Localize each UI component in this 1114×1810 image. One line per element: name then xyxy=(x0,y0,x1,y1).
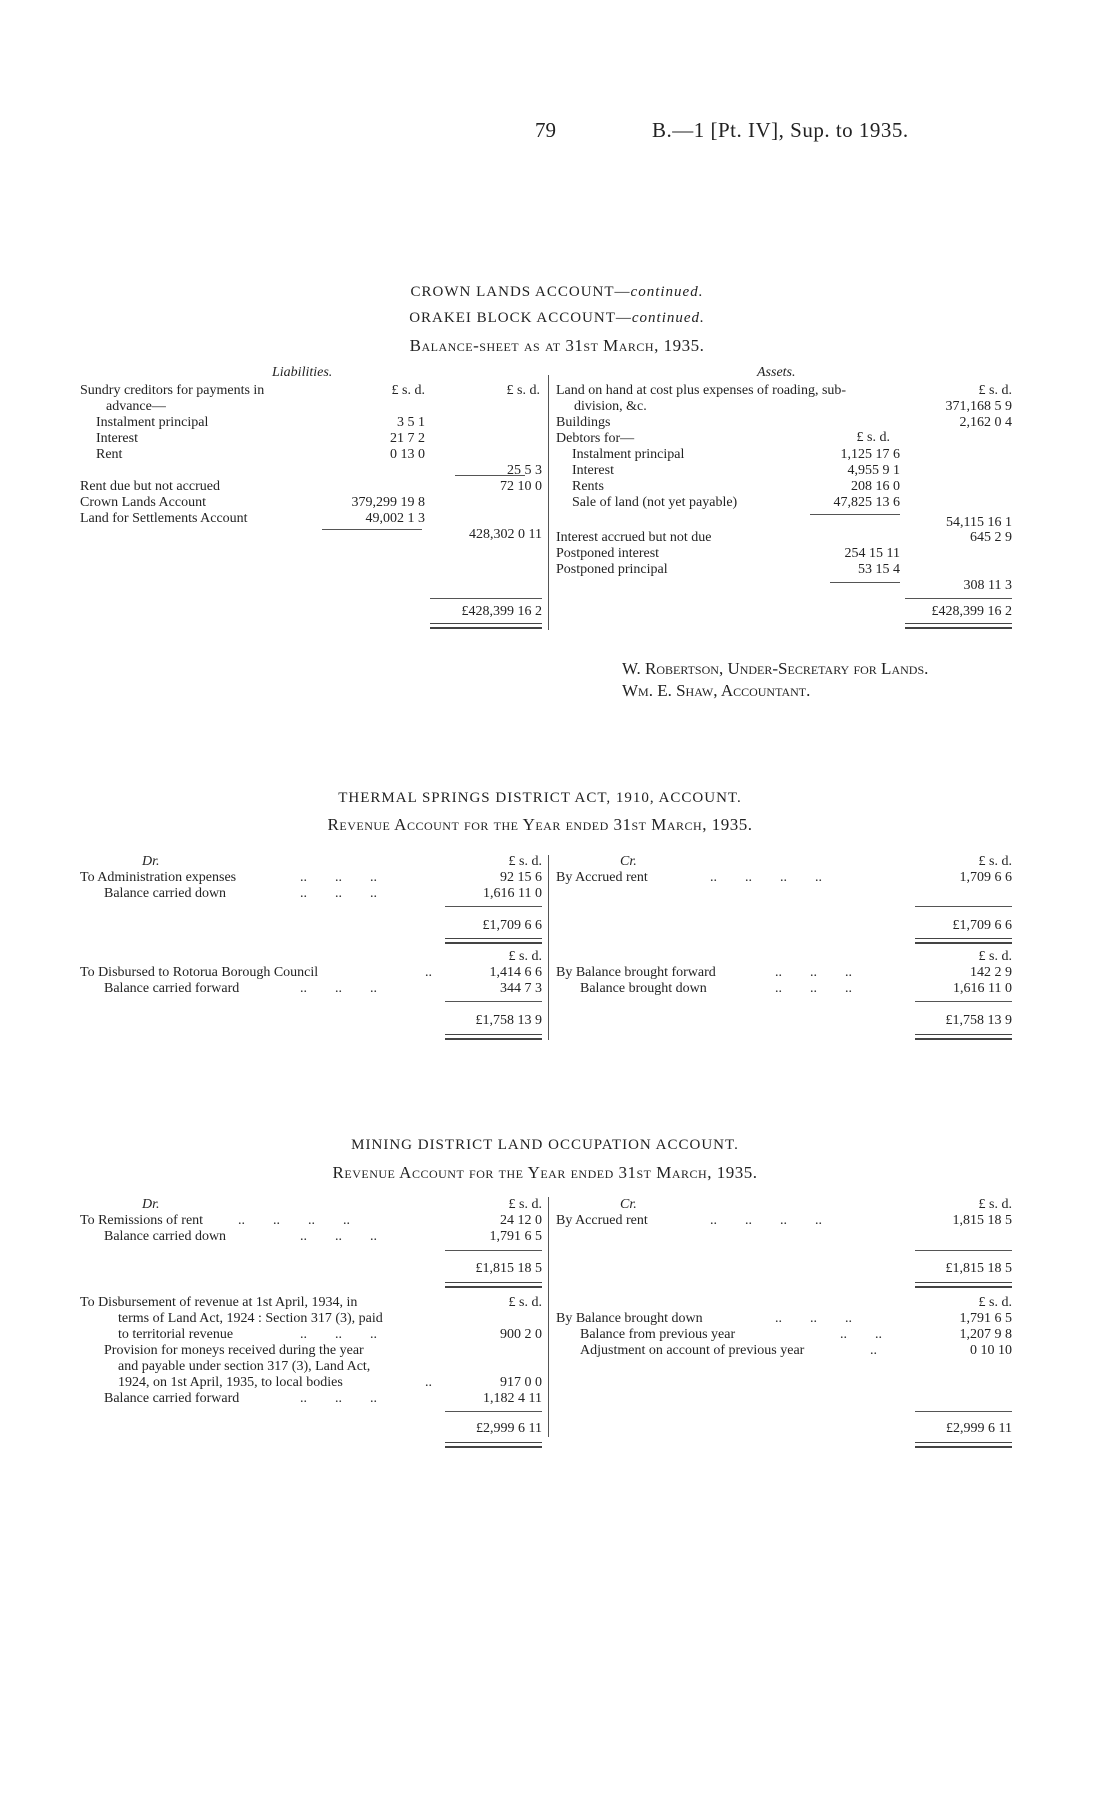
document-reference: B.—1 [Pt. IV], Sup. to 1935. xyxy=(652,118,909,142)
signature-accountant: Wm. E. Shaw, Accountant. xyxy=(622,681,811,700)
mining-leader-8: .. .. xyxy=(840,1327,882,1342)
liab-grand-total: £428,399 16 2 xyxy=(461,604,542,619)
mining-dr-total-2: £2,999 6 11 xyxy=(476,1421,542,1436)
mining-dr-total-1: £1,815 18 5 xyxy=(475,1261,542,1276)
asset-debtors-total: 54,115 16 1 xyxy=(946,515,1012,530)
asset-postponed-principal: Postponed principal xyxy=(556,562,668,577)
section-title-crown-lands: CROWN LANDS ACCOUNT—continued. xyxy=(410,284,704,300)
asset-instalment-principal: Instalment principal xyxy=(572,447,685,462)
mining-previous-year-value: 1,207 9 8 xyxy=(959,1327,1012,1342)
thermal-leader-1: .. .. .. xyxy=(300,870,377,885)
thermal-dr-total-1: £1,709 6 6 xyxy=(482,918,542,933)
thermal-rotorua-value: 1,414 6 6 xyxy=(489,965,542,980)
asset-total-double-rule xyxy=(905,623,1012,629)
thermal-admin-value: 92 15 6 xyxy=(500,870,542,885)
mining-adjustment: Adjustment on account of previous year xyxy=(580,1343,805,1358)
asset-grand-total: £428,399 16 2 xyxy=(931,604,1012,619)
mining-divider xyxy=(548,1197,549,1437)
thermal-brought-down: Balance brought down xyxy=(580,981,707,996)
thermal-dr-lsd-2: £ s. d. xyxy=(508,949,542,964)
liab-advance: advance— xyxy=(106,399,166,414)
thermal-accrued-rent: By Accrued rent xyxy=(556,870,648,885)
liab-rent: Rent xyxy=(96,447,123,462)
mining-remissions-value: 24 12 0 xyxy=(500,1213,542,1228)
thermal-balance-down: Balance carried down xyxy=(104,886,227,901)
mining-leader-7: .. .. .. xyxy=(775,1311,852,1326)
mining-cr-rule-1 xyxy=(915,1250,1012,1251)
asset-rents-value: 208 16 0 xyxy=(851,479,900,494)
thermal-cr-dbl-1 xyxy=(915,938,1012,944)
mining-previous-year: Balance from previous year xyxy=(580,1327,736,1342)
liab-interest-value: 21 7 2 xyxy=(390,431,425,446)
mining-disbursement-2: terms of Land Act, 1924 : Section 317 (3), paid xyxy=(118,1311,383,1326)
liab-instalment-principal-value: 3 5 1 xyxy=(397,415,425,430)
thermal-brought-forward: By Balance brought forward xyxy=(556,965,716,980)
thermal-accrued-rent-value: 1,709 6 6 xyxy=(959,870,1012,885)
mining-leader-3: .. .. .. .. xyxy=(710,1213,822,1228)
liab-rent-due: Rent due but not accrued xyxy=(80,479,220,494)
mining-cr: Cr. xyxy=(620,1197,637,1212)
mining-accrued-rent: By Accrued rent xyxy=(556,1213,648,1228)
mining-leader-1: .. .. .. .. xyxy=(238,1213,350,1228)
thermal-balance-forward-value: 344 7 3 xyxy=(500,981,542,996)
mining-dr-dbl-2 xyxy=(445,1442,542,1448)
mining-cr-total-2: £2,999 6 11 xyxy=(946,1421,1012,1436)
mining-accrued-rent-value: 1,815 18 5 xyxy=(952,1213,1012,1228)
balance-sheet-divider xyxy=(548,375,549,630)
asset-debtors: Debtors for— xyxy=(556,431,635,446)
liab-inner-lsd: £ s. d. xyxy=(391,383,425,398)
mining-balance-down: Balance carried down xyxy=(104,1229,227,1244)
balance-sheet-title: Balance-sheet as at 31st March, 1935. xyxy=(409,336,705,355)
asset-outer-lsd: £ s. d. xyxy=(978,383,1012,398)
asset-subdivision: division, &c. xyxy=(574,399,647,414)
asset-postponed-rule xyxy=(830,582,900,583)
mining-leader-5: .. xyxy=(425,1375,432,1390)
liab-total-double-rule xyxy=(430,623,542,629)
liab-combined-total: 428,302 0 11 xyxy=(469,527,542,542)
asset-inner-lsd: £ s. d. xyxy=(856,430,890,445)
asset-total-rule xyxy=(905,598,1012,599)
thermal-dr-dbl-2 xyxy=(445,1034,542,1040)
mining-disbursement-value: 900 2 0 xyxy=(500,1327,542,1342)
mining-balance-forward-value: 1,182 4 11 xyxy=(483,1391,542,1406)
mining-cr-lsd-2: £ s. d. xyxy=(978,1295,1012,1310)
mining-leader-9: .. xyxy=(870,1343,877,1358)
mining-cr-rule-2 xyxy=(915,1411,1012,1412)
mining-remissions: To Remissions of rent xyxy=(80,1213,204,1228)
thermal-balance-down-value: 1,616 11 0 xyxy=(483,886,542,901)
thermal-admin-expenses: To Administration expenses xyxy=(80,870,237,885)
thermal-leader-5: .. .. .. xyxy=(300,981,377,996)
mining-cr-total-1: £1,815 18 5 xyxy=(945,1261,1012,1276)
mining-title: MINING DISTRICT LAND OCCUPATION ACCOUNT. xyxy=(351,1137,739,1153)
thermal-brought-forward-value: 142 2 9 xyxy=(970,965,1012,980)
thermal-cr-lsd: £ s. d. xyxy=(978,854,1012,869)
thermal-leader-6: .. .. .. xyxy=(775,965,852,980)
asset-interest: Interest xyxy=(572,463,614,478)
page-number: 79 xyxy=(535,118,556,142)
thermal-dr: Dr. xyxy=(142,854,160,869)
mining-cr-dbl-2 xyxy=(915,1442,1012,1448)
mining-provision-3: 1924, on 1st April, 1935, to local bodies xyxy=(118,1375,343,1390)
liab-instalment-principal: Instalment principal xyxy=(96,415,209,430)
thermal-brought-down-value: 1,616 11 0 xyxy=(953,981,1012,996)
liab-advance-total: 25 5 3 xyxy=(507,463,542,478)
asset-land-value: 371,168 5 9 xyxy=(945,399,1012,414)
asset-buildings: Buildings xyxy=(556,415,611,430)
thermal-divider xyxy=(548,855,549,1040)
mining-dr-dbl-1 xyxy=(445,1282,542,1288)
thermal-title: THERMAL SPRINGS DISTRICT ACT, 1910, ACCOUNT. xyxy=(338,790,742,806)
mining-cr-dbl-1 xyxy=(915,1282,1012,1288)
thermal-leader-2: .. .. .. xyxy=(300,886,377,901)
asset-rents: Rents xyxy=(572,479,604,494)
mining-dr: Dr. xyxy=(142,1197,160,1212)
asset-debtors-rule xyxy=(810,514,900,515)
mining-dr-rule-1 xyxy=(445,1250,542,1251)
mining-dr-rule-2 xyxy=(445,1411,542,1412)
mining-disbursement-1: To Disbursement of revenue at 1st April, 1934, in xyxy=(80,1295,358,1310)
asset-interest-value: 4,955 9 1 xyxy=(847,463,900,478)
thermal-rotorua: To Disbursed to Rotorua Borough Council xyxy=(80,965,319,980)
assets-heading: Assets. xyxy=(757,365,796,380)
mining-brought-down: By Balance brought down xyxy=(556,1311,703,1326)
thermal-leader-4: .. xyxy=(425,965,432,980)
liab-settlements-rule xyxy=(322,529,422,530)
mining-provision-value: 917 0 0 xyxy=(500,1375,542,1390)
liabilities-heading: Liabilities. xyxy=(272,365,333,380)
asset-instalment-value: 1,125 17 6 xyxy=(840,447,900,462)
mining-revenue-title: Revenue Account for the Year ended 31st March, 1935. xyxy=(332,1163,758,1182)
thermal-revenue-title: Revenue Account for the Year ended 31st March, 1935. xyxy=(327,815,753,834)
liab-rent-value: 0 13 0 xyxy=(390,447,425,462)
thermal-cr-rule-1 xyxy=(915,906,1012,907)
signature-under-secretary: W. Robertson, Under-Secretary for Lands. xyxy=(622,659,929,678)
asset-postponed-interest-value: 254 15 11 xyxy=(844,546,900,561)
thermal-cr: Cr. xyxy=(620,854,637,869)
asset-buildings-value: 2,162 0 4 xyxy=(959,415,1012,430)
liab-land-settlements-value: 49,002 1 3 xyxy=(365,511,425,526)
mining-provision-1: Provision for moneys received during the year xyxy=(104,1343,364,1358)
liab-total-rule xyxy=(430,598,542,599)
thermal-dr-rule-2 xyxy=(445,1001,542,1002)
asset-sale-value: 47,825 13 6 xyxy=(833,495,900,510)
thermal-cr-dbl-2 xyxy=(915,1034,1012,1040)
thermal-dr-rule-1 xyxy=(445,906,542,907)
mining-adjustment-value: 0 10 10 xyxy=(970,1343,1012,1358)
liab-rent-due-value: 72 10 0 xyxy=(500,479,542,494)
mining-balance-forward: Balance carried forward xyxy=(104,1391,240,1406)
thermal-dr-total-2: £1,758 13 9 xyxy=(475,1013,542,1028)
thermal-leader-3: .. .. .. .. xyxy=(710,870,822,885)
asset-sale-of-land: Sale of land (not yet payable) xyxy=(572,495,738,510)
liab-crown-lands-value: 379,299 19 8 xyxy=(351,495,425,510)
thermal-cr-total-2: £1,758 13 9 xyxy=(945,1013,1012,1028)
asset-postponed-total: 308 11 3 xyxy=(963,578,1012,593)
asset-interest-accrued-value: 645 2 9 xyxy=(970,530,1012,545)
mining-provision-2: and payable under section 317 (3), Land Act, xyxy=(118,1359,371,1374)
liab-crown-lands: Crown Lands Account xyxy=(80,495,206,510)
liab-land-settlements: Land for Settlements Account xyxy=(80,511,248,526)
thermal-leader-7: .. .. .. xyxy=(775,981,852,996)
thermal-cr-total-1: £1,709 6 6 xyxy=(952,918,1012,933)
mining-leader-4: .. .. .. xyxy=(300,1327,377,1342)
mining-dr-lsd-2: £ s. d. xyxy=(508,1295,542,1310)
asset-land-on-hand: Land on hand at cost plus expenses of roading, sub- xyxy=(556,383,847,398)
mining-brought-down-value: 1,791 6 5 xyxy=(959,1311,1012,1326)
liab-interest: Interest xyxy=(96,431,138,446)
mining-cr-lsd: £ s. d. xyxy=(978,1197,1012,1212)
mining-leader-2: .. .. .. xyxy=(300,1229,377,1244)
liab-sundry-creditors: Sundry creditors for payments in xyxy=(80,383,265,398)
section-title-orakei: ORAKEI BLOCK ACCOUNT—continued. xyxy=(409,310,705,326)
mining-dr-lsd: £ s. d. xyxy=(508,1197,542,1212)
thermal-dr-lsd: £ s. d. xyxy=(508,854,542,869)
asset-interest-accrued: Interest accrued but not due xyxy=(556,530,712,545)
thermal-cr-lsd-2: £ s. d. xyxy=(978,949,1012,964)
liab-outer-lsd: £ s. d. xyxy=(506,383,540,398)
mining-disbursement-3: to territorial revenue xyxy=(118,1327,234,1342)
thermal-cr-rule-2 xyxy=(915,1001,1012,1002)
asset-postponed-principal-value: 53 15 4 xyxy=(858,562,900,577)
mining-leader-6: .. .. .. xyxy=(300,1391,377,1406)
thermal-balance-forward: Balance carried forward xyxy=(104,981,240,996)
thermal-dr-dbl-1 xyxy=(445,938,542,944)
asset-postponed-interest: Postponed interest xyxy=(556,546,660,561)
mining-balance-down-value: 1,791 6 5 xyxy=(489,1229,542,1244)
